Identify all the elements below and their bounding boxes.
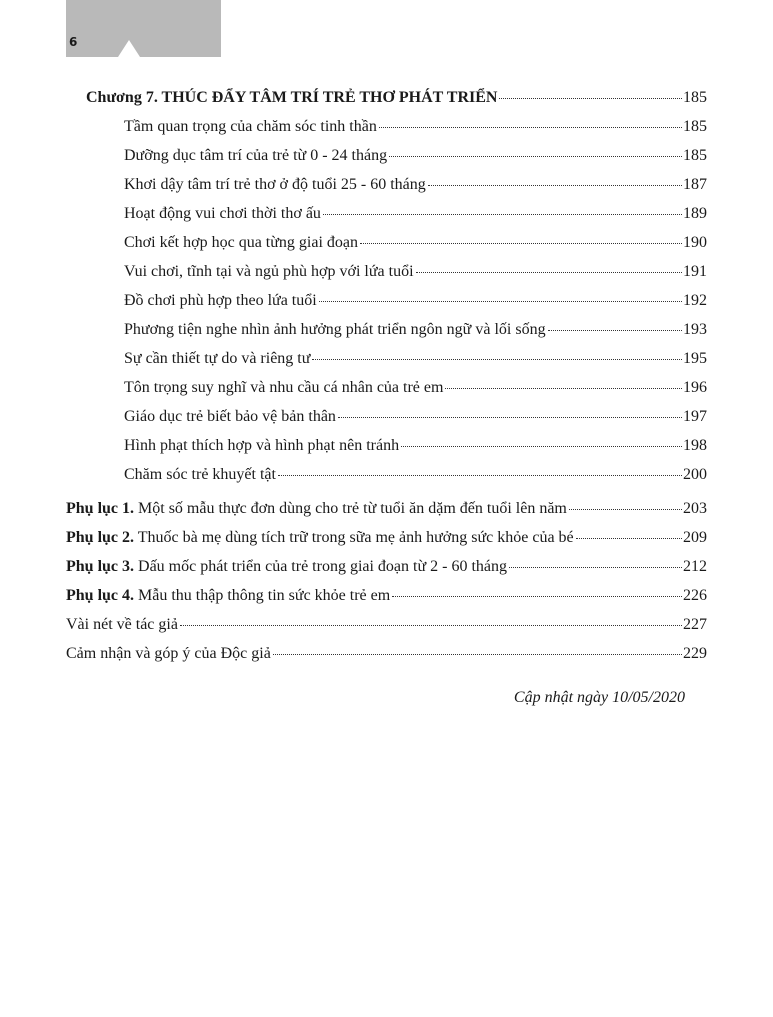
section-title: Tôn trọng suy nghĩ và nhu cầu cá nhân của trẻ em <box>124 379 444 396</box>
section-page: 185 <box>683 147 707 164</box>
section-title: Giáo dục trẻ biết bảo vệ bản thân <box>124 408 336 425</box>
appendix-prefix: Phụ lục 3. <box>66 558 135 575</box>
dot-leader <box>576 538 682 539</box>
extra-page: 229 <box>683 645 707 662</box>
page-number: 6 <box>69 35 78 49</box>
dot-leader <box>360 243 682 244</box>
dot-leader <box>379 127 682 128</box>
dot-leader <box>416 272 682 273</box>
dot-leader <box>445 388 682 389</box>
dot-leader <box>319 301 682 302</box>
appendix-title: Phụ lục 1. Một số mẫu thực đơn dùng cho trẻ từ tuổi ăn dặm đến tuổi lên năm <box>66 500 567 517</box>
appendix-page: 203 <box>683 500 707 517</box>
section-page: 198 <box>683 437 707 454</box>
dot-leader <box>509 567 682 568</box>
section-entry <box>124 263 707 285</box>
section-title: Hình phạt thích hợp và hình phạt nên tránh <box>124 437 400 454</box>
section-entry <box>124 292 707 314</box>
extra-title: Cảm nhận và góp ý của Độc giả <box>66 645 271 662</box>
section-title: Phương tiện nghe nhìn ảnh hưởng phát triển ngôn ngữ và lối sống <box>124 321 546 338</box>
section-entry <box>124 408 707 430</box>
updated-note: Cập nhật ngày 10/05/2020 <box>513 689 685 706</box>
section-entry <box>124 466 707 488</box>
section-page: 191 <box>683 263 707 280</box>
dot-leader <box>392 596 682 597</box>
page-header-tab <box>66 0 221 57</box>
section-title: Hoạt động vui chơi thời thơ ấu <box>124 205 321 222</box>
extra-page: 227 <box>683 616 707 633</box>
appendix-title: Phụ lục 2. Thuốc bà mẹ dùng tích trữ trong sữa mẹ ảnh hưởng sức khỏe của bé <box>66 529 574 546</box>
section-page: 187 <box>683 176 707 193</box>
dot-leader <box>338 417 682 418</box>
chapter-entry <box>86 89 707 111</box>
chapter-title: Chương 7. THÚC ĐẨY TÂM TRÍ TRẺ THƠ PHÁT TRIỂN <box>86 89 498 106</box>
section-entry <box>124 437 707 459</box>
section-entry <box>124 176 707 198</box>
dot-leader <box>278 475 682 476</box>
section-entry <box>124 147 707 169</box>
appendix-prefix: Phụ lục 4. <box>66 587 135 604</box>
dot-leader <box>499 98 682 99</box>
section-page: 196 <box>683 379 707 396</box>
appendix-prefix: Phụ lục 2. <box>66 529 135 546</box>
dot-leader <box>548 330 682 331</box>
extra-entry <box>66 645 707 667</box>
dot-leader <box>428 185 682 186</box>
appendix-entry <box>66 558 707 580</box>
dot-leader <box>389 156 682 157</box>
appendix-entry <box>66 529 707 551</box>
extra-entry <box>66 616 707 638</box>
section-title: Vui chơi, tĩnh tại và ngủ phù hợp với lứa tuổi <box>124 263 414 280</box>
section-page: 185 <box>683 118 707 135</box>
section-entry <box>124 379 707 401</box>
section-entry <box>124 205 707 227</box>
section-title: Khơi dậy tâm trí trẻ thơ ở độ tuổi 25 - 60 tháng <box>124 176 426 193</box>
section-title: Tầm quan trọng của chăm sóc tinh thần <box>124 118 377 135</box>
section-entry <box>124 234 707 256</box>
appendix-page: 212 <box>683 558 707 575</box>
section-page: 197 <box>683 408 707 425</box>
dot-leader <box>273 654 682 655</box>
section-page: 200 <box>683 466 707 483</box>
appendix-page: 209 <box>683 529 707 546</box>
section-entry <box>124 321 707 343</box>
section-entry <box>124 118 707 140</box>
appendix-title: Phụ lục 4. Mẫu thu thập thông tin sức khỏe trẻ em <box>66 587 391 604</box>
section-title: Sự cần thiết tự do và riêng tư <box>124 350 311 367</box>
tab-notch <box>118 40 140 57</box>
section-page: 190 <box>683 234 707 251</box>
dot-leader <box>323 214 682 215</box>
section-title: Chăm sóc trẻ khuyết tật <box>124 466 276 483</box>
appendix-title: Phụ lục 3. Dấu mốc phát triển của trẻ trong giai đoạn từ 2 - 60 tháng <box>66 558 508 575</box>
section-page: 192 <box>683 292 707 309</box>
dot-leader <box>312 359 682 360</box>
dot-leader <box>180 625 682 626</box>
section-title: Đồ chơi phù hợp theo lứa tuổi <box>124 292 317 309</box>
section-page: 193 <box>683 321 707 338</box>
section-title: Dưỡng dục tâm trí của trẻ từ 0 - 24 tháng <box>124 147 388 164</box>
appendix-entry <box>66 587 707 609</box>
chapter-page: 185 <box>683 89 707 106</box>
section-page: 195 <box>683 350 707 367</box>
section-entry <box>124 350 707 372</box>
appendix-prefix: Phụ lục 1. <box>66 500 135 517</box>
section-title: Chơi kết hợp học qua từng giai đoạn <box>124 234 358 251</box>
appendix-page: 226 <box>683 587 707 604</box>
appendix-entry <box>66 500 707 522</box>
section-page: 189 <box>683 205 707 222</box>
dot-leader <box>569 509 682 510</box>
dot-leader <box>401 446 682 447</box>
extra-title: Vài nét về tác giả <box>66 616 178 633</box>
